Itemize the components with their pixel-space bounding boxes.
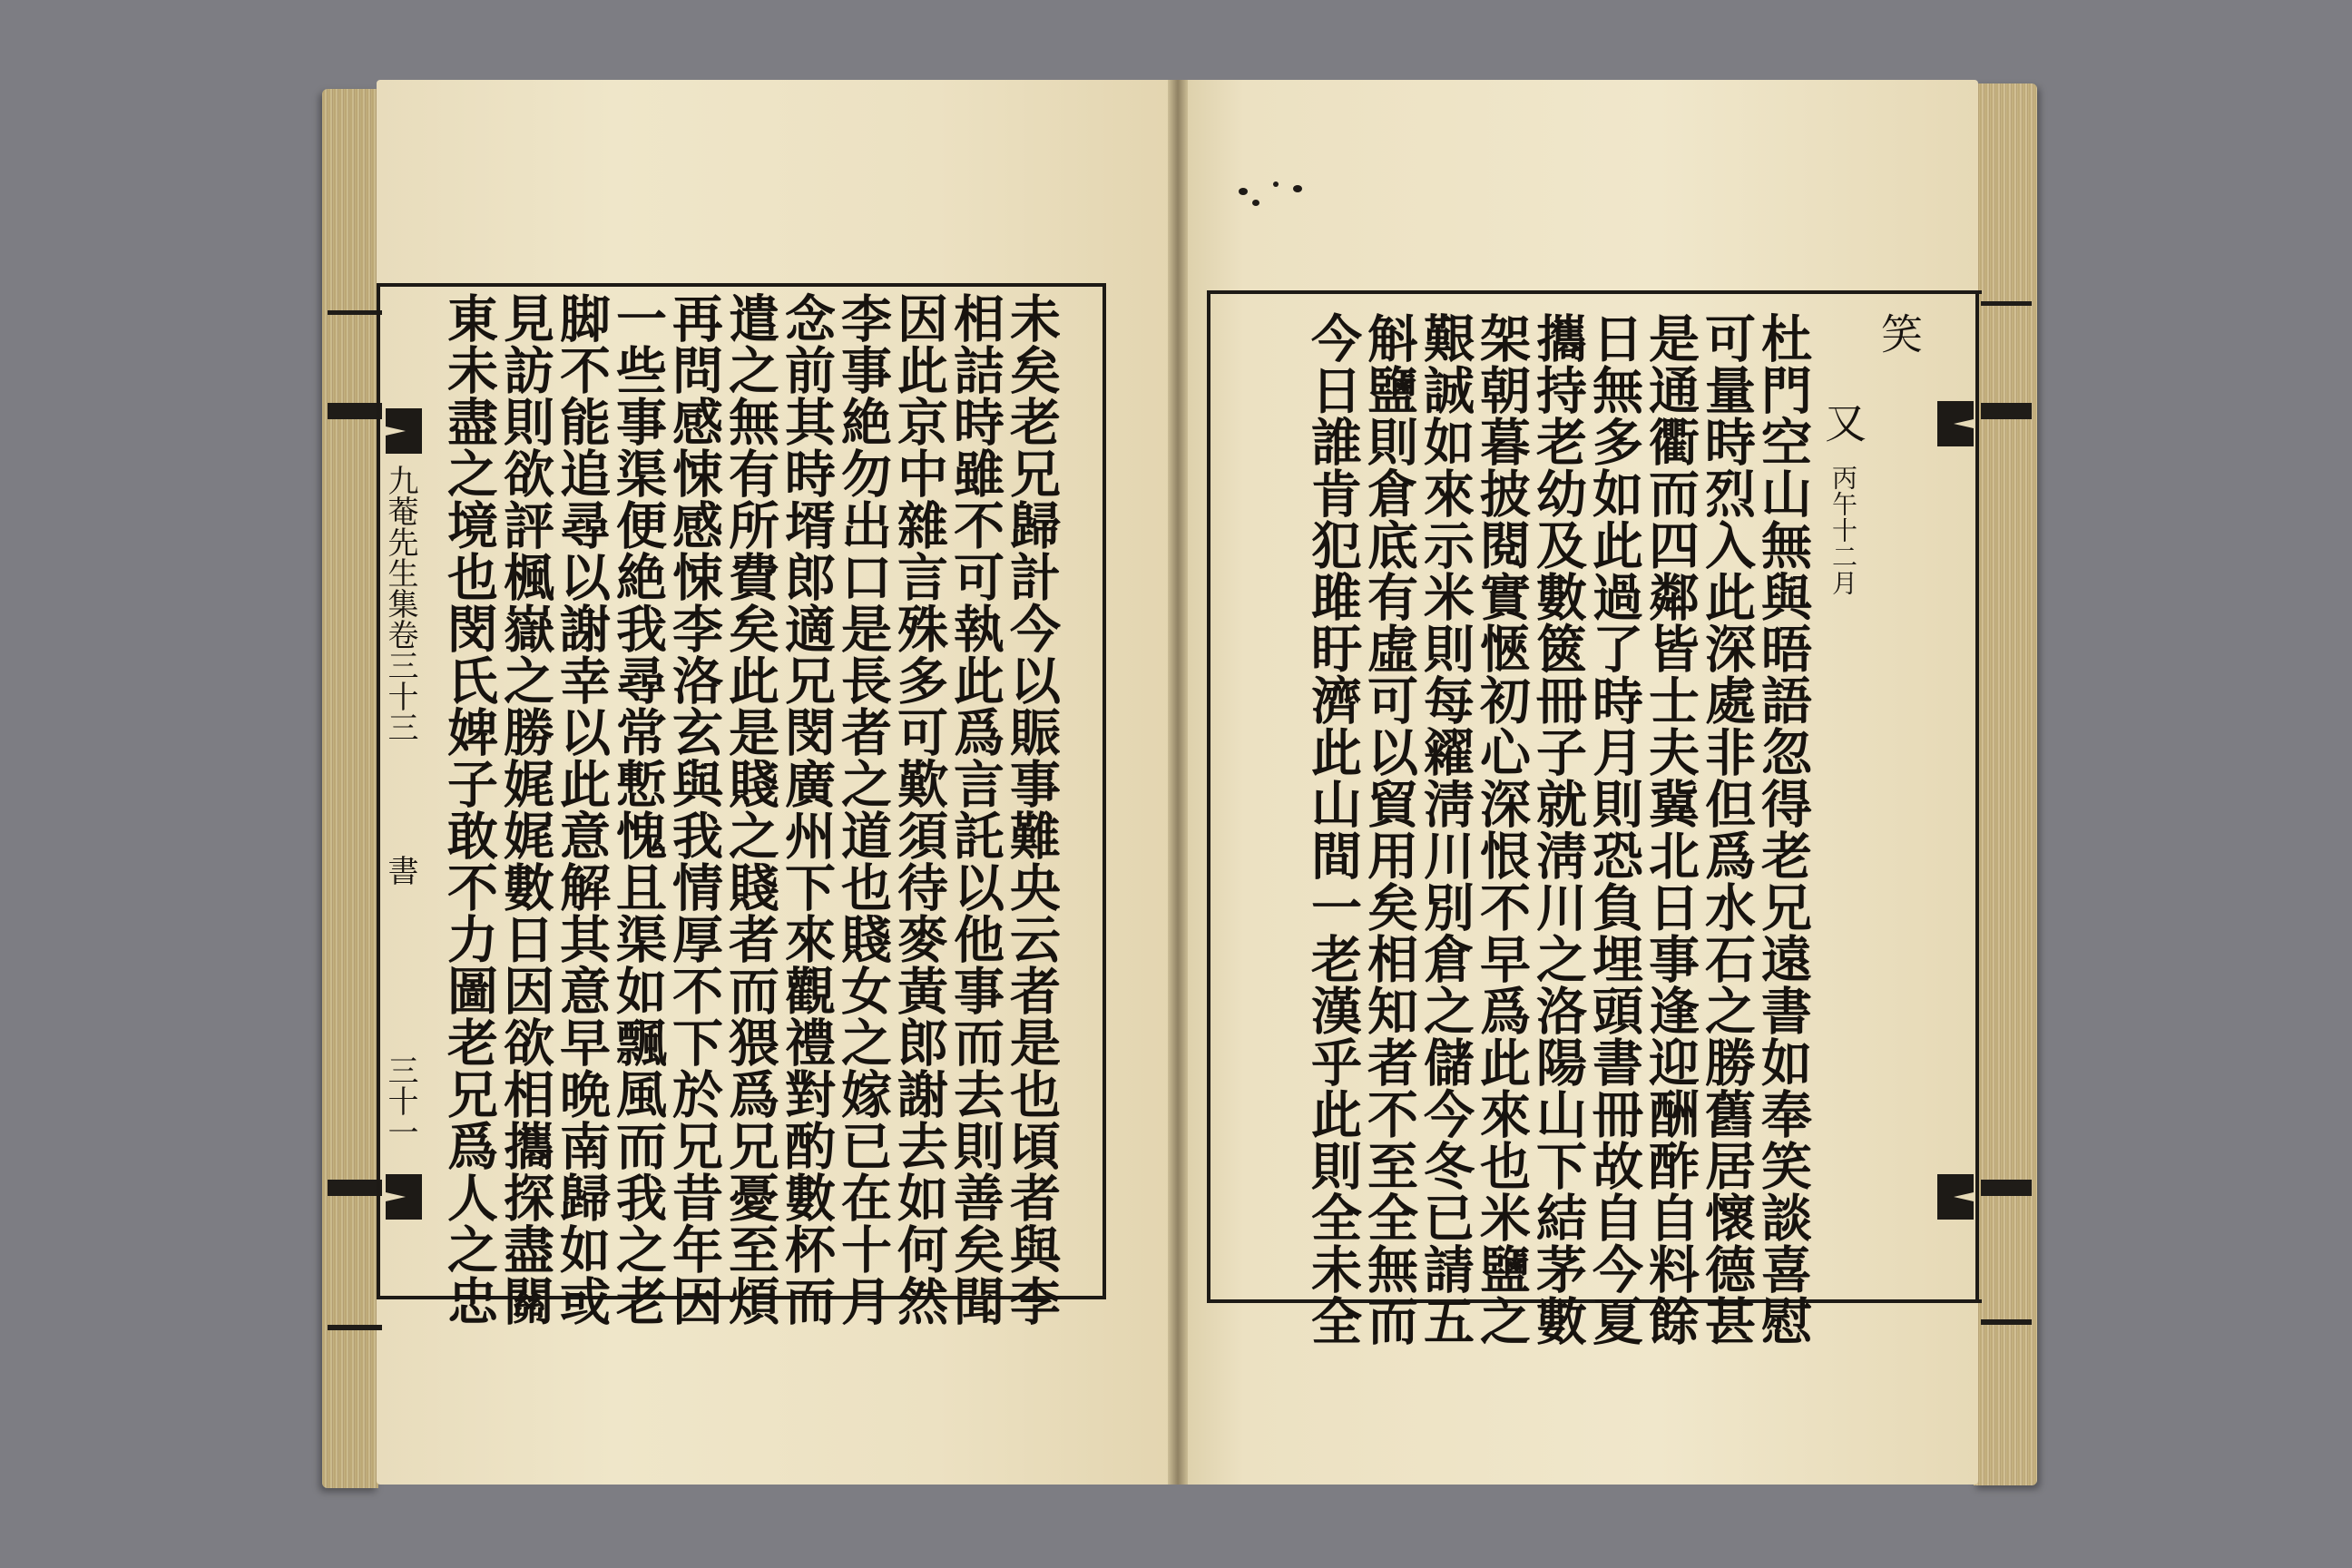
text-column-1: 杜門空山無與晤語忽得老兄遠書如奉笑談喜慰 (1753, 312, 1813, 1347)
volume-title: 九菴先生集卷三十三 (382, 465, 418, 742)
ink-stain (1273, 181, 1279, 187)
binding-thread-line (328, 1325, 382, 1330)
text-column-1: 未矣老兄歸計今以賑事難央云者是也頃者與李 (1002, 292, 1062, 1327)
text-column-2: 相詰時雖不可執此爲言託以他事而去則善矣聞 (946, 292, 1005, 1327)
binding-thread-band (328, 403, 382, 419)
text-column-9: 脚不能追尋以謝幸以此意解其意早晩南歸如或 (552, 292, 612, 1327)
continuation-char: 笑 (1875, 312, 1924, 355)
text-column-7: 艱誠如來示米則每糴淸川別倉之儲今冬已請五 (1416, 312, 1475, 1347)
text-column-6: 架朝暮披閱實愜初心深恨不早爲此來也米鹽之 (1472, 312, 1532, 1347)
letter-date: 丙午十二月 (1828, 465, 1858, 596)
margin-rule (1975, 290, 1979, 1303)
text-column-3: 因此京中雜言殊多可歎須待麥黃郎謝去如何然 (889, 292, 949, 1327)
text-column-2: 可量時烈入此深處非但爲水石之勝舊居懷德甚 (1697, 312, 1757, 1347)
text-column-4: 李事絶勿出口是長者之道也賤女之嫁已在十月 (833, 292, 893, 1327)
text-column-9: 今日誰肯犯雎盱濟此山間一老漢乎此則全未全 (1303, 312, 1363, 1347)
open-book (322, 74, 2037, 1490)
text-column-6: 遣之無有所費矣此是賤之賤者而猥爲兄憂至煩 (720, 292, 780, 1327)
letter-heading: 又 (1818, 401, 1867, 444)
ink-stain (1293, 185, 1302, 192)
page-number: 三十一 (382, 1054, 418, 1147)
text-column-8: 斛鹽則倉底有虛可以貿用矣相知者不至全無而 (1359, 312, 1419, 1347)
text-column-5: 攜持老幼及數篋冊子就淸川之洛陽山下結茅數 (1528, 312, 1588, 1347)
section-label: 書 (382, 855, 418, 886)
binding-thread-line (1981, 1319, 2032, 1325)
right-fore-edge (1974, 83, 2037, 1485)
margin-rule (377, 283, 380, 1296)
binding-thread-band (1981, 403, 2032, 419)
book-gutter (1168, 80, 1188, 1485)
left-fore-edge (322, 89, 378, 1488)
text-column-11: 東未盡之境也閔氏婢子敢不力圖老兄爲人之忠 (439, 292, 499, 1327)
ink-stain (1252, 200, 1259, 206)
text-column-10: 見訪則欲評楓嶽之勝娓娓數日因欲相攜探盡關 (495, 292, 555, 1327)
binding-thread-band (328, 1180, 382, 1196)
text-column-3: 是通衢而四鄰皆士夫冀北日事逢迎酬酢自料餘 (1641, 312, 1700, 1347)
text-column-8: 一些事渠便絶我尋常慙愧且渠如飄風而我之老 (608, 292, 668, 1327)
text-column-4: 日無多如此過了時月則恐負埋頭書冊故自今夏 (1584, 312, 1644, 1347)
text-column-5: 念前其時壻郎適兄閔廣州下來觀禮對酌數杯而 (777, 292, 837, 1327)
text-column-7: 再問感悚感悚李洛玄與我情厚不下於兄昔年因 (664, 292, 724, 1327)
ink-stain (1239, 188, 1248, 195)
binding-thread-band (1981, 1180, 2032, 1196)
binding-thread-line (1981, 301, 2032, 306)
binding-thread-line (328, 310, 382, 315)
